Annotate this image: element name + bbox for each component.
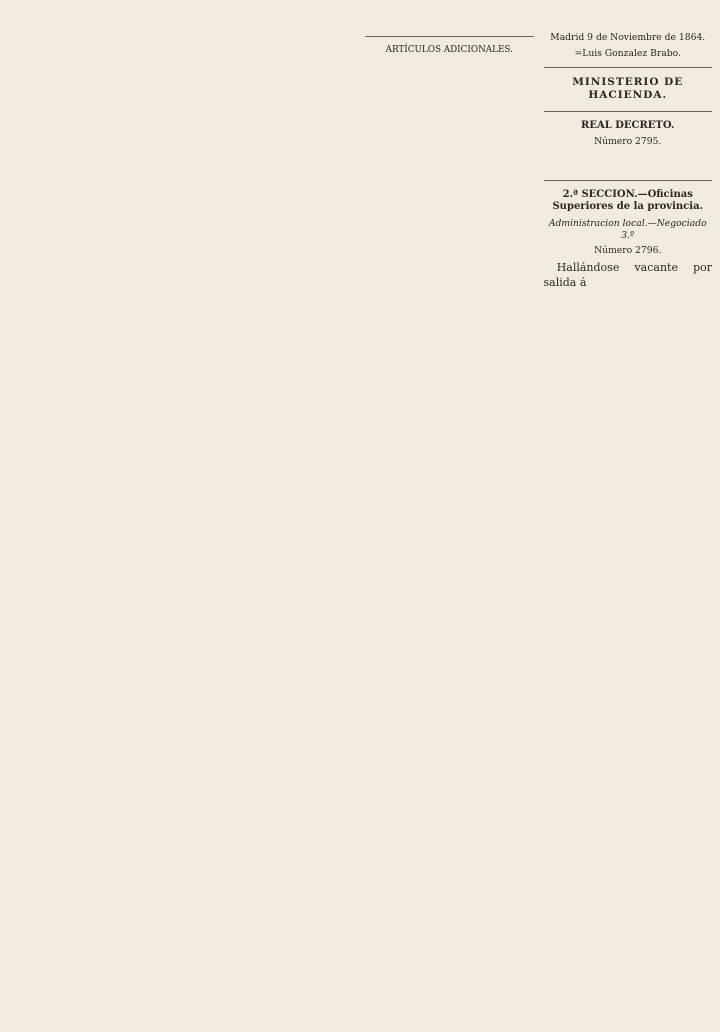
divider: [544, 111, 713, 112]
ministry-heading: MINISTERIO DE HACIENDA.: [572, 76, 684, 102]
number-line: Número 2796.: [594, 245, 662, 257]
column-3-body: [365, 8, 534, 28]
column-2: [187, 8, 356, 1016]
additional-articles-body: [365, 60, 534, 80]
column-2-body: [187, 8, 356, 28]
signature-date: Madrid 9 de Noviembre de 1864.: [550, 32, 706, 43]
column-1-body: [8, 8, 177, 28]
divider: [365, 36, 534, 37]
admin-line: Administracion local.—Negociado 3.º: [548, 218, 707, 241]
column-3: [365, 8, 534, 1016]
final-line: Hallándose vacante por salida á: [543, 260, 712, 289]
column-4: [544, 8, 713, 1016]
gazette-page: [8, 8, 712, 1016]
divider: [544, 67, 713, 68]
signature-name: =Luis Gonzalez Brabo.: [574, 47, 681, 59]
decree-heading: REAL DECRETO.: [581, 119, 675, 131]
decree-body: [544, 152, 713, 172]
divider: [544, 180, 713, 181]
column-1: [8, 8, 177, 1016]
decree-number: Número 2795.: [594, 136, 662, 148]
column-4-top-body: [544, 8, 713, 28]
additional-articles-heading: ARTÍCULOS ADICIONALES.: [385, 45, 513, 55]
section-heading: 2.ª SECCION.—Oficinas Superiores de la provincia.: [552, 188, 704, 213]
